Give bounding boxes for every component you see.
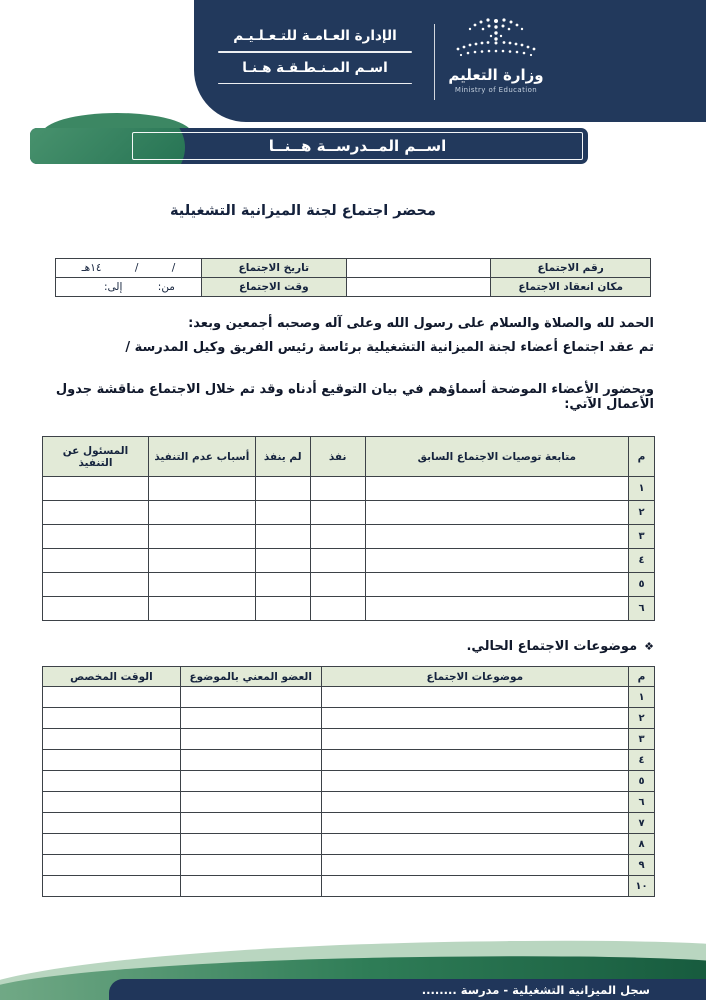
followup-cell[interactable] [365,501,628,525]
table-row [43,687,655,708]
header-member: العضو المعني بالموضوع [180,667,321,687]
row-number-cell: ١ [629,477,655,501]
meeting-date-label: تاريخ الاجتماع [201,259,346,278]
topic-cell[interactable] [43,771,181,792]
ministry-header [194,0,706,122]
topic-cell[interactable] [43,729,181,750]
table-row [43,771,655,792]
topic-cell[interactable] [321,708,628,729]
topic-cell[interactable] [180,855,321,876]
ministry-name-arabic: وزارة التعليم [448,66,544,84]
row-number-cell: ٣ [629,729,655,750]
table-header-row [43,667,655,687]
topic-cell[interactable] [321,876,628,897]
header-responsible: المسئول عن التنفيذ [43,437,149,477]
intro-line-2: تم عقد اجتماع أعضاء لجنة الميزانية التشغيلية برئاسة رئيس الفريق وكيل المدرسة / [125,340,654,355]
row-number-cell: ٢ [629,708,655,729]
topic-cell[interactable] [321,792,628,813]
topic-cell[interactable] [321,729,628,750]
admin-block [210,28,420,91]
followup-cell[interactable] [148,525,255,549]
row-number-cell: ٧ [629,813,655,834]
intro-line-3: وبحضور الأعضاء الموضحة أسماؤهم في بيان التوقيع أدناه وقد تم خلال الاجتماع مناقشة جدول الأعمال الآتي: [55,382,654,412]
header-done: نفذ [310,437,365,477]
followup-cell[interactable] [365,573,628,597]
table-row [43,597,655,621]
followup-cell[interactable] [148,501,255,525]
topic-cell[interactable] [321,834,628,855]
followup-cell[interactable] [148,573,255,597]
table-row [43,501,655,525]
followup-cell[interactable] [310,501,365,525]
row-number-cell: ١٠ [629,876,655,897]
followup-cell[interactable] [310,525,365,549]
row-number-cell: ٣ [629,525,655,549]
meeting-number-field[interactable] [346,259,491,278]
table-row [43,708,655,729]
time-from-label: من: [157,281,175,293]
topics-table [42,666,655,897]
admin-title: الإدارة العـامـة للتـعـلـيـم [233,28,397,44]
followup-cell[interactable] [255,477,310,501]
topic-cell[interactable] [180,687,321,708]
school-name: اســم المــدرســة هــنــا [268,137,447,155]
row-number-cell: ٤ [629,750,655,771]
divider-line [218,83,412,85]
table-row [43,855,655,876]
region-name: اسـم المـنـطـقـة هـنـا [242,59,388,76]
followup-cell[interactable] [310,477,365,501]
ministry-name-english: Ministry of Education [454,86,538,94]
topics-heading-text: موضوعات الاجتماع الحالي. [466,639,638,654]
topic-cell[interactable] [180,792,321,813]
meeting-info-table [55,258,651,297]
followup-cell[interactable] [365,549,628,573]
followup-cell[interactable] [310,573,365,597]
header-followup: متابعة توصيات الاجتماع السابق [365,437,628,477]
followup-cell[interactable] [255,573,310,597]
topic-cell[interactable] [321,771,628,792]
topic-cell[interactable] [180,813,321,834]
meeting-time-label: وقت الاجتماع [201,278,346,297]
followup-cell[interactable] [148,597,255,621]
document-title: محضر اجتماع لجنة الميزانية التشغيلية [170,203,436,219]
meeting-place-field[interactable] [346,278,491,297]
table-row [56,259,651,278]
topic-cell[interactable] [180,771,321,792]
topic-cell[interactable] [180,750,321,771]
table-row [56,278,651,297]
divider-line [218,51,412,53]
row-number-cell: ٦ [629,792,655,813]
row-number-cell: ١ [629,687,655,708]
header-reasons: أسباب عدم التنفيذ [148,437,255,477]
topic-cell[interactable] [43,813,181,834]
header-not-done: لم ينفذ [255,437,310,477]
table-row [43,477,655,501]
school-name-box [132,132,583,160]
followup-cell[interactable] [148,549,255,573]
topic-cell[interactable] [321,855,628,876]
followup-cell[interactable] [43,573,149,597]
header-no: م [629,437,655,477]
time-to-label: إلى: [104,281,123,293]
header-no: م [629,667,655,687]
topic-cell[interactable] [43,855,181,876]
register-label: سجل الميزانية التشغيلية - مدرسة ........ [421,982,650,997]
topic-cell[interactable] [321,750,628,771]
topic-cell[interactable] [321,813,628,834]
topic-cell[interactable] [180,834,321,855]
followup-cell[interactable] [43,477,149,501]
meeting-time-field[interactable] [56,278,202,297]
diamond-bullet-icon: ❖ [644,640,654,653]
followup-cell[interactable] [43,549,149,573]
table-row [43,792,655,813]
school-banner [30,128,588,164]
followup-cell[interactable] [365,525,628,549]
header-time: الوقت المخصص [43,667,181,687]
page-footer [0,920,706,1000]
table-row [43,573,655,597]
followup-cell[interactable] [310,549,365,573]
table-row [43,813,655,834]
meeting-place-label: مكان انعقاد الاجتماع [491,278,651,297]
table-row [43,549,655,573]
meeting-date-field[interactable]: / / ١٤هـ [56,259,202,278]
ministry-logo [448,15,544,94]
row-number-cell: ٦ [629,597,655,621]
vertical-divider [434,24,435,100]
topic-cell[interactable] [43,792,181,813]
row-number-cell: ٨ [629,834,655,855]
table-row [43,525,655,549]
row-number-cell: ٤ [629,549,655,573]
header-topic: موضوعات الاجتماع [321,667,628,687]
topic-cell[interactable] [180,708,321,729]
topic-cell[interactable] [43,687,181,708]
intro-line-1: الحمد لله والصلاة والسلام على رسول الله وعلى آله وصحبه أجمعين وبعد: [188,316,654,331]
followup-cell[interactable] [255,501,310,525]
followup-cell[interactable] [43,501,149,525]
followup-cell[interactable] [148,477,255,501]
followup-table [42,436,655,621]
row-number-cell: ٢ [629,501,655,525]
followup-cell[interactable] [255,597,310,621]
topic-cell[interactable] [43,708,181,729]
followup-cell[interactable] [310,597,365,621]
meeting-number-label: رقم الاجتماع [491,259,651,278]
topic-cell[interactable] [43,834,181,855]
followup-cell[interactable] [255,525,310,549]
topic-cell[interactable] [43,750,181,771]
followup-cell[interactable] [365,477,628,501]
topic-cell[interactable] [180,729,321,750]
footer-strip [109,979,706,1000]
table-row [43,729,655,750]
topic-cell[interactable] [321,687,628,708]
table-row [43,834,655,855]
followup-cell[interactable] [43,525,149,549]
topics-heading [466,639,654,654]
row-number-cell: ٥ [629,573,655,597]
row-number-cell: ٥ [629,771,655,792]
row-number-cell: ٩ [629,855,655,876]
followup-cell[interactable] [255,549,310,573]
intro-text [52,316,654,412]
table-row [43,876,655,897]
followup-cell[interactable] [43,597,149,621]
followup-cell[interactable] [365,597,628,621]
topic-cell[interactable] [43,876,181,897]
table-row [43,750,655,771]
table-header-row [43,437,655,477]
ministry-emblem-icon [448,15,544,61]
topic-cell[interactable] [180,876,321,897]
